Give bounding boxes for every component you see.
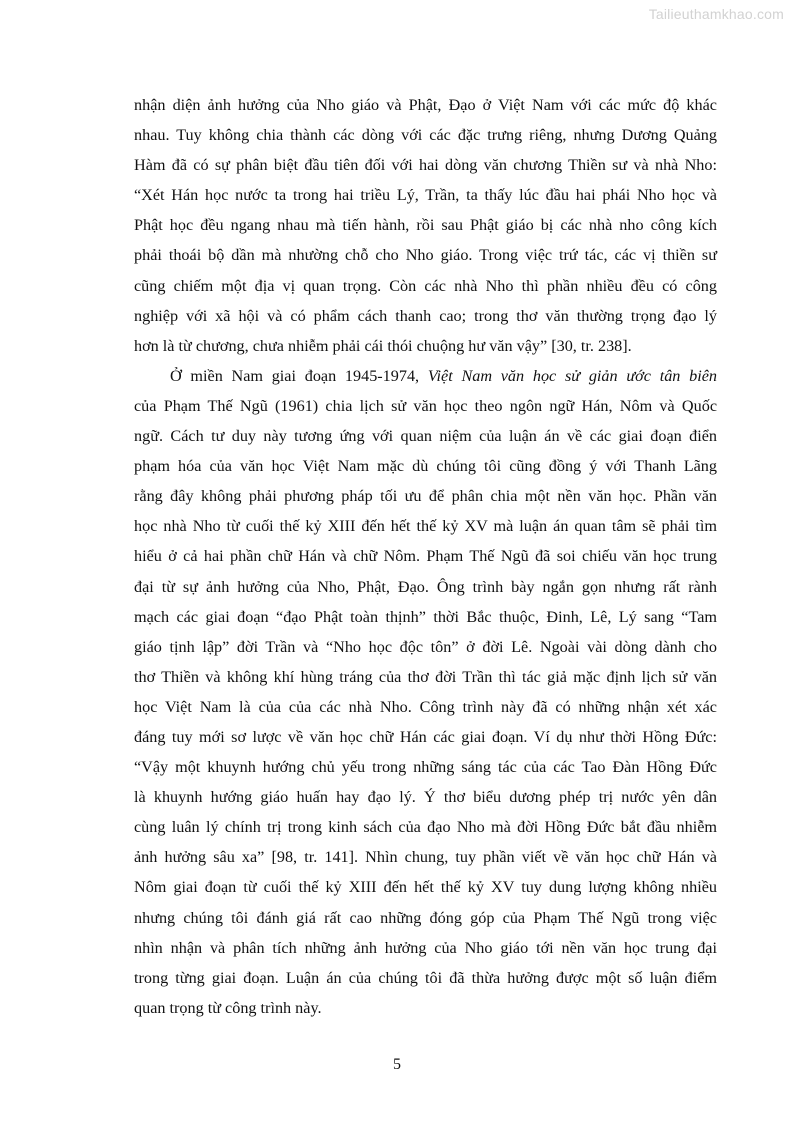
watermark: Tailieuthamkhao.com bbox=[648, 6, 784, 22]
paragraph-2 bbox=[134, 361, 717, 1023]
text-line: nhưng chúng tôi đánh giá rất cao những đóng góp của Phạm Thế Ngũ trong việc bbox=[134, 908, 717, 927]
text-line: hiểu ở cả hai phần chữ Hán và chữ Nôm. Phạm Thế Ngũ đã soi chiếu văn học trung bbox=[134, 547, 717, 566]
text-line: mạch các giai đoạn “đạo Phật toàn thịnh” thời Bắc thuộc, Đinh, Lê, Lý sang “Tam bbox=[134, 607, 717, 626]
text-line: ngữ. Cách tư duy này tương ứng với quan niệm của luận án về các giai đoạn điển bbox=[134, 427, 717, 446]
text-line bbox=[134, 361, 717, 391]
text-line: cùng luân lý chính trị trong kinh sách của đạo Nho mà đời Hồng Đức bắt đầu nhiễm bbox=[134, 818, 717, 837]
text-line: học Việt Nam là của của các nhà Nho. Công trình này đã có những nhận xét xác bbox=[134, 697, 717, 716]
text-line: phải thoái bộ dần mà nhường chỗ cho Nho giáo. Trong việc trứ tác, các vị thiền sư bbox=[134, 246, 717, 265]
book-title: Việt Nam văn học sử giản ước tân biên bbox=[427, 366, 717, 385]
text-line: trong từng giai đoạn. Luận án của chúng tôi đã thừa hưởng được một số luận điểm bbox=[134, 968, 717, 987]
text-line: nhận diện ảnh hưởng của Nho giáo và Phật, Đạo ở Việt Nam với các mức độ khác bbox=[134, 96, 717, 114]
text-line: quan trọng từ công trình này. bbox=[134, 998, 322, 1017]
text-line: học nhà Nho từ cuối thế kỷ XIII đến hết thế kỷ XV mà luận án quan tâm sẽ phải tìm bbox=[134, 517, 717, 536]
text-line: “Vậy một khuynh hướng chủ yếu trong những sáng tác của các Tao Đàn Hồng Đức bbox=[134, 758, 717, 777]
text-line: đáng tuy mới sơ lược về văn học chữ Hán các giai đoạn. Ví dụ như thời Hồng Đức: bbox=[134, 727, 717, 746]
text-line: Hàm đã có sự phân biệt đầu tiên đối với hai dòng văn chương Thiền sư và nhà Nho: bbox=[134, 156, 717, 175]
text-line: giáo tịnh lập” đời Trần và “Nho học độc tôn” ở đời Lê. Ngoài vài dòng dành cho bbox=[134, 637, 717, 656]
text-line: cũng chiếm một địa vị quan trọng. Còn các nhà Nho thì phần nhiều đều có công bbox=[134, 276, 717, 295]
text-line: ảnh hưởng sâu xa” [98, tr. 141]. Nhìn chung, tuy phần viết về văn học chữ Hán và bbox=[134, 848, 717, 867]
paragraph-1 bbox=[134, 90, 717, 361]
text-line: thơ Thiền và không khí hùng tráng của thơ đời Trần thì tác giả mặc định lịch sử văn bbox=[134, 667, 717, 686]
text-line: rằng đây không phải phương pháp tối ưu để phân chia một nền văn học. Phần văn bbox=[134, 487, 717, 506]
page-number: 5 bbox=[393, 1056, 401, 1073]
text-run: Ở miền Nam giai đoạn 1945-1974, bbox=[170, 366, 428, 385]
text-line: Nôm giai đoạn từ cuối thế kỷ XIII đến hết thế kỷ XV tuy dung lượng không nhiều bbox=[134, 878, 717, 897]
text-line: hơn là từ chương, chưa nhiễm phải cái thói chuộng hư văn vậy” [30, tr. 238]. bbox=[134, 336, 632, 355]
text-line: của Phạm Thế Ngũ (1961) chia lịch sử văn học theo ngôn ngữ Hán, Nôm và Quốc bbox=[134, 396, 717, 415]
text-line: đại từ sự ảnh hưởng của Nho, Phật, Đạo. Ông trình bày ngắn gọn nhưng rất rành bbox=[134, 577, 717, 596]
text-line: là khuynh hướng giáo huấn hay đạo lý. Ý thơ biểu dương phép trị nước yên dân bbox=[134, 788, 717, 807]
text-line: nghiệp với xã hội và có phẩm cách thanh cao; trong thơ văn thường trọng đạo lý bbox=[134, 306, 717, 325]
document-body bbox=[134, 90, 717, 1023]
text-line: Phật học đều ngang nhau mà tiến hành, rồi sau Phật giáo bị các nhà nho công kích bbox=[134, 216, 717, 235]
text-line: phạm hóa của văn học Việt Nam mặc dù chúng tôi cũng đồng ý với Thanh Lãng bbox=[134, 457, 717, 476]
text-line: “Xét Hán học nước ta trong hai triều Lý, Trần, ta thấy lúc đầu hai phái Nho học và bbox=[134, 186, 717, 205]
text-line: nhau. Tuy không chia thành các dòng với các đặc trưng riêng, nhưng Dương Quảng bbox=[134, 126, 717, 145]
text-line: nhìn nhận và phân tích những ảnh hưởng của Nho giáo tới nền văn học trung đại bbox=[134, 938, 717, 957]
